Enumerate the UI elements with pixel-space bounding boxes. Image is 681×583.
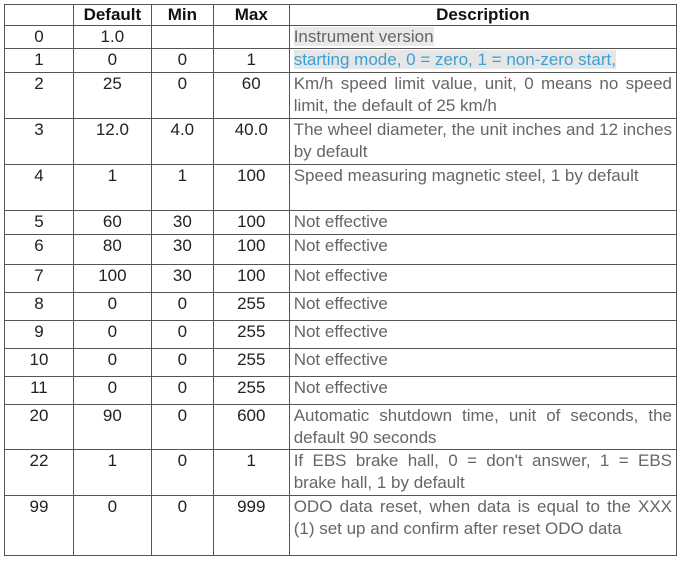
min-value-cell: 0 (151, 321, 213, 349)
description-cell: Km/h speed limit value, unit, 0 means no speed limit, the default of 25 km/h (289, 73, 676, 119)
min-value-cell: 4.0 (151, 119, 213, 165)
default-value-cell: 60 (73, 211, 151, 235)
default-value-cell: 0 (73, 496, 151, 556)
max-value-cell: 100 (213, 165, 289, 211)
description-cell (289, 49, 676, 73)
min-value-cell: 0 (151, 377, 213, 405)
max-value-cell: 255 (213, 377, 289, 405)
description-cell: Not effective (289, 265, 676, 293)
default-value-cell: 90 (73, 405, 151, 450)
table-row (5, 119, 677, 165)
table-body (5, 26, 677, 556)
default-value-cell: 1 (73, 450, 151, 496)
max-value-cell: 999 (213, 496, 289, 556)
table-row (5, 450, 677, 496)
param-id-cell: 10 (5, 349, 74, 377)
max-value-cell: 100 (213, 211, 289, 235)
table-row (5, 293, 677, 321)
min-value-cell: 0 (151, 293, 213, 321)
max-value-cell (213, 26, 289, 49)
description-cell: Speed measuring magnetic steel, 1 by default (289, 165, 676, 211)
param-id-cell: 99 (5, 496, 74, 556)
param-id-cell: 3 (5, 119, 74, 165)
parameter-table (4, 4, 677, 556)
table-row (5, 73, 677, 119)
min-value-cell: 30 (151, 235, 213, 265)
min-value-cell: 30 (151, 265, 213, 293)
description-cell: The wheel diameter, the unit inches and 12 inches by default (289, 119, 676, 165)
min-value-cell (151, 26, 213, 49)
description-cell: Not effective (289, 321, 676, 349)
table-row (5, 405, 677, 450)
description-cell: Not effective (289, 235, 676, 265)
max-value-cell: 100 (213, 265, 289, 293)
min-value-cell: 1 (151, 165, 213, 211)
max-value-cell: 60 (213, 73, 289, 119)
min-value-cell: 0 (151, 349, 213, 377)
max-value-cell: 100 (213, 235, 289, 265)
table-row (5, 26, 677, 49)
table-row (5, 235, 677, 265)
max-value-cell: 255 (213, 349, 289, 377)
description-cell: Not effective (289, 377, 676, 405)
header-min: Min (151, 5, 213, 26)
default-value-cell: 1.0 (73, 26, 151, 49)
min-value-cell: 0 (151, 405, 213, 450)
table-row (5, 349, 677, 377)
param-id-cell: 5 (5, 211, 74, 235)
default-value-cell: 1 (73, 165, 151, 211)
max-value-cell: 600 (213, 405, 289, 450)
header-id (5, 5, 74, 26)
param-id-cell: 9 (5, 321, 74, 349)
param-id-cell: 8 (5, 293, 74, 321)
param-id-cell: 4 (5, 165, 74, 211)
header-max: Max (213, 5, 289, 26)
default-value-cell: 100 (73, 265, 151, 293)
table-row (5, 496, 677, 556)
description-cell: Not effective (289, 211, 676, 235)
param-id-cell: 20 (5, 405, 74, 450)
default-value-cell: 80 (73, 235, 151, 265)
header-row (5, 5, 677, 26)
table-row (5, 265, 677, 293)
min-value-cell: 0 (151, 496, 213, 556)
highlighted-description: Instrument version (293, 27, 434, 46)
max-value-cell: 40.0 (213, 119, 289, 165)
table-row (5, 211, 677, 235)
param-id-cell: 0 (5, 26, 74, 49)
table-row (5, 377, 677, 405)
max-value-cell: 1 (213, 49, 289, 73)
param-id-cell: 6 (5, 235, 74, 265)
description-cell: Not effective (289, 293, 676, 321)
min-value-cell: 30 (151, 211, 213, 235)
max-value-cell: 255 (213, 293, 289, 321)
highlighted-description: starting mode, 0 = zero, 1 = non-zero start, (293, 50, 616, 69)
param-id-cell: 2 (5, 73, 74, 119)
default-value-cell: 0 (73, 377, 151, 405)
max-value-cell: 1 (213, 450, 289, 496)
default-value-cell: 0 (73, 321, 151, 349)
header-description: Description (289, 5, 676, 26)
description-cell: Not effective (289, 349, 676, 377)
header-default: Default (73, 5, 151, 26)
min-value-cell: 0 (151, 450, 213, 496)
min-value-cell: 0 (151, 73, 213, 119)
default-value-cell: 0 (73, 293, 151, 321)
table-row (5, 321, 677, 349)
min-value-cell: 0 (151, 49, 213, 73)
default-value-cell: 0 (73, 349, 151, 377)
description-cell: If EBS brake hall, 0 = don't answer, 1 = EBS brake hall, 1 by default (289, 450, 676, 496)
param-id-cell: 11 (5, 377, 74, 405)
max-value-cell: 255 (213, 321, 289, 349)
default-value-cell: 0 (73, 49, 151, 73)
param-id-cell: 22 (5, 450, 74, 496)
table-row (5, 165, 677, 211)
param-id-cell: 7 (5, 265, 74, 293)
description-cell (289, 26, 676, 49)
description-cell: ODO data reset, when data is equal to the XXX (1) set up and confirm after reset ODO data (289, 496, 676, 556)
table-row (5, 49, 677, 73)
description-cell: Automatic shutdown time, unit of seconds, the default 90 seconds (289, 405, 676, 450)
default-value-cell: 12.0 (73, 119, 151, 165)
param-id-cell: 1 (5, 49, 74, 73)
default-value-cell: 25 (73, 73, 151, 119)
